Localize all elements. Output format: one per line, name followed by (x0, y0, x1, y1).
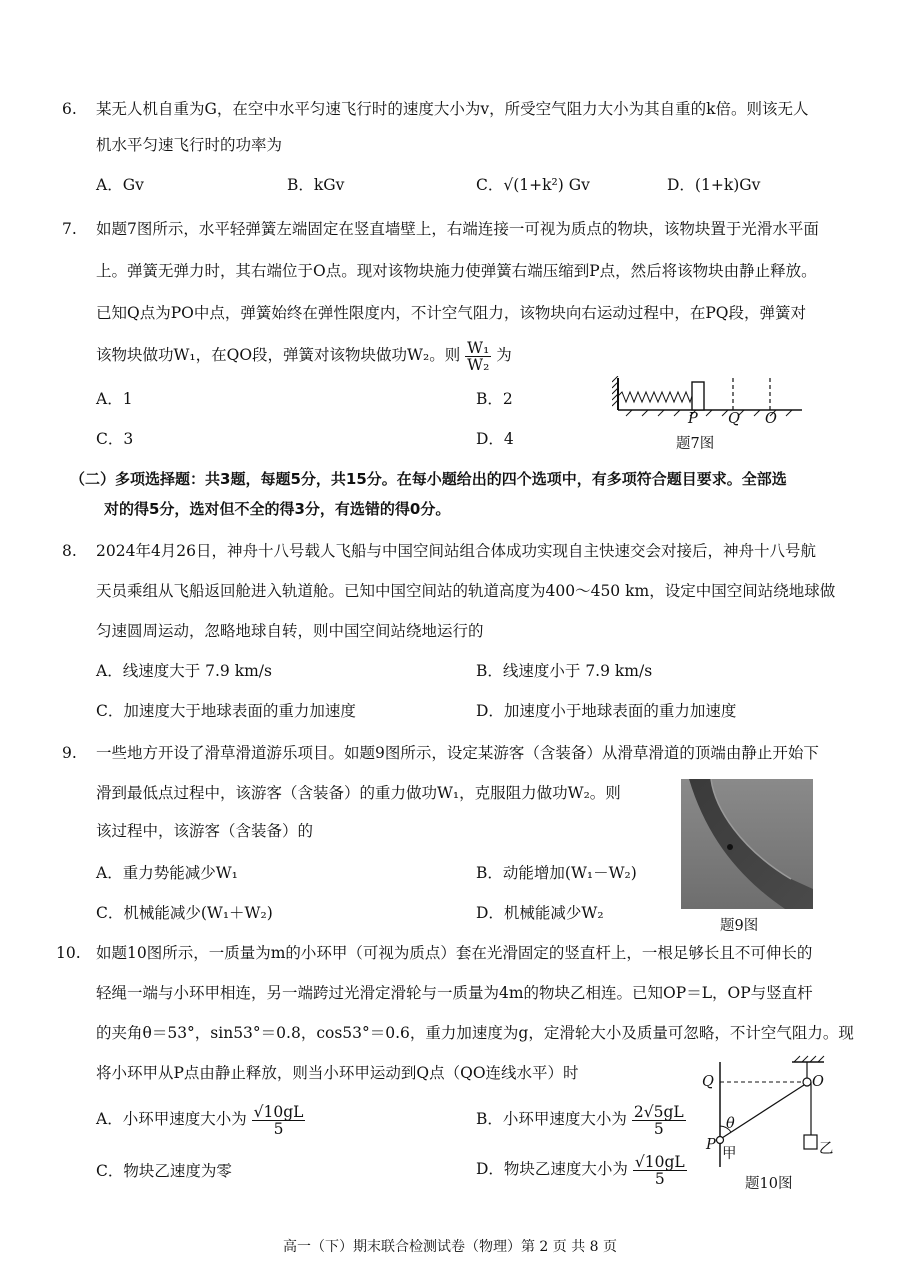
q7-label-o: O (765, 411, 777, 427)
q10-option-d-denominator: 5 (654, 1169, 665, 1188)
q6-option-b: B．kGv (287, 176, 345, 194)
q6-option-c-prefix: C． (476, 176, 504, 194)
q7-label-q: Q (728, 411, 740, 427)
q10-figure (700, 1052, 830, 1172)
block (692, 382, 704, 410)
q9-figure-photo (681, 779, 813, 909)
section2-header-line1: （二）多项选择题：共3题，每题5分，共15分。在每小题给出的四个选项中，有多项符合题目要求。全部选 (70, 470, 787, 488)
q9-option-a: A．重力势能减少W₁ (96, 864, 238, 882)
q6-option-c (476, 174, 590, 196)
section2-header-line2: 对的得5分，选对但不全的得3分，有选错的得0分。 (104, 500, 451, 518)
q10-option-d-fraction (633, 1154, 687, 1187)
q10-option-a (96, 1100, 305, 1138)
q7-option-a: A．1 (96, 390, 133, 408)
q10-label-jia: 甲 (722, 1146, 737, 1162)
q7-number: 7. (62, 220, 77, 238)
q8-number: 8. (62, 542, 77, 560)
q6-option-d: D．(1+k)Gv (667, 176, 761, 194)
q10-option-d-numerator: √10gL (634, 1152, 685, 1171)
pulley (803, 1078, 811, 1086)
q7-stem-line3: 已知Q点为PO中点，弹簧始终在弹性限度内，不计空气阻力，该物块向右运动过程中，在PQ段，弹簧对 (96, 304, 806, 322)
q7-ratio-denominator: W₂ (467, 355, 490, 374)
block-yi (804, 1135, 817, 1149)
q8-option-a: A．线速度大于 7.9 km/s (96, 662, 272, 680)
q10-label-q: Q (702, 1074, 714, 1090)
q9-option-c: C．机械能减少(W₁＋W₂) (96, 904, 273, 922)
q10-option-a-fraction (252, 1104, 306, 1137)
q9-figure-caption: 题9图 (720, 918, 759, 934)
q10-figure-caption: 题10图 (745, 1176, 793, 1192)
q7-ratio-numerator: W₁ (467, 338, 490, 357)
q10-option-b-text: B．小环甲速度大小为 (476, 1110, 627, 1128)
q10-stem-line3: 的夹角θ＝53°，sin53°＝0.8，cos53°＝0.6，重力加速度为g，定滑轮大小及质量可忽略，不计空气阻力。现 (96, 1024, 854, 1042)
spring (618, 392, 692, 402)
q10-option-b (476, 1100, 686, 1138)
q9-stem-line3: 该过程中，该游客（含装备）的 (96, 822, 314, 840)
q6-stem-line2: 机水平匀速飞行时的功率为 (96, 136, 283, 154)
q10-stem-line1: 如题10图所示，一质量为m的小环甲（可视为质点）套在光滑固定的竖直杆上，一根足够长且不可伸长的 (96, 944, 813, 962)
q7-figure (612, 376, 812, 426)
page-footer: 高一（下）期末联合检测试卷（物理）第 2 页 共 8 页 (282, 1239, 618, 1255)
q10-option-a-numerator: √10gL (253, 1102, 304, 1121)
q7-option-c: C．3 (96, 430, 134, 448)
q8-option-c: C．加速度大于地球表面的重力加速度 (96, 702, 356, 720)
q10-option-b-fraction (632, 1104, 686, 1137)
visitor (727, 844, 733, 850)
q7-stem-line4 (96, 336, 512, 374)
q6-option-a: A．Gv (96, 176, 144, 194)
q10-label-o: O (812, 1074, 824, 1090)
q7-stem-line4-end: 为 (496, 346, 512, 364)
q8-stem-line2: 天员乘组从飞船返回舱进入轨道舱。已知中国空间站的轨道高度为400～450 km，设定中国空间站绕地球做 (96, 582, 836, 600)
q9-stem-line1: 一些地方开设了滑草滑道游乐项目。如题9图所示，设定某游客（含装备）从滑草滑道的顶端由静止开始下 (96, 744, 819, 762)
q10-option-a-text: A．小环甲速度大小为 (96, 1110, 247, 1128)
q9-stem-line2: 滑到最低点过程中，该游客（含装备）的重力做功W₁，克服阻力做功W₂。则 (96, 784, 621, 802)
q7-stem-line2: 上。弹簧无弹力时，其右端位于O点。现对该物块施力使弹簧右端压缩到P点，然后将该物块由静止释放。 (96, 262, 817, 280)
q10-option-d-text: D．物块乙速度大小为 (476, 1160, 628, 1178)
q7-figure-caption: 题7图 (676, 436, 715, 452)
q7-label-p: P (688, 411, 698, 427)
q9-option-d: D．机械能减少W₂ (476, 904, 604, 922)
q10-label-theta: θ (726, 1116, 735, 1132)
q9-option-b: B．动能增加(W₁－W₂) (476, 864, 637, 882)
q8-option-b: B．线速度小于 7.9 km/s (476, 662, 653, 680)
q7-ratio-fraction (465, 340, 491, 373)
q8-option-d: D．加速度小于地球表面的重力加速度 (476, 702, 737, 720)
q10-label-p: P (706, 1137, 716, 1153)
q7-option-d: D．4 (476, 430, 514, 448)
q10-stem-line4: 将小环甲从P点由静止释放，则当小环甲运动到Q点（QO连线水平）时 (96, 1064, 579, 1082)
q10-stem-line2: 轻绳一端与小环甲相连，另一端跨过光滑定滑轮与一质量为4m的物块乙相连。已知OP＝L，OP与竖直杆 (96, 984, 813, 1002)
q6-stem-line1: 某无人机自重为G，在空中水平匀速飞行时的速度大小为v，所受空气阻力大小为其自重的k倍。则该无人 (96, 100, 809, 118)
q10-option-b-denominator: 5 (653, 1119, 664, 1138)
q8-stem-line1: 2024年4月26日，神舟十八号载人飞船与中国空间站组合体成功实现自主快速交会对接后，神舟十八号航 (96, 542, 817, 560)
q10-option-d (476, 1150, 687, 1188)
q7-stem-line1: 如题7图所示，水平轻弹簧左端固定在竖直墙壁上，右端连接一可视为质点的物块，该物块置于光滑水平面 (96, 220, 819, 238)
q10-option-a-denominator: 5 (273, 1119, 284, 1138)
q6-option-c-math: √(1+k²) Gv (503, 176, 590, 194)
q9-number: 9. (62, 744, 77, 762)
q10-option-b-numerator: 2√5gL (633, 1102, 684, 1121)
q6-number: 6. (62, 100, 77, 118)
q10-number: 10. (56, 944, 81, 962)
q8-stem-line3: 匀速圆周运动，忽略地球自转，则中国空间站绕地运行的 (96, 622, 484, 640)
q10-option-c: C．物块乙速度为零 (96, 1162, 232, 1180)
q7-option-b: B．2 (476, 390, 513, 408)
q7-stem-line4-text: 该物块做功W₁，在QO段，弹簧对该物块做功W₂。则 (96, 346, 461, 364)
q10-label-yi: 乙 (819, 1141, 834, 1157)
